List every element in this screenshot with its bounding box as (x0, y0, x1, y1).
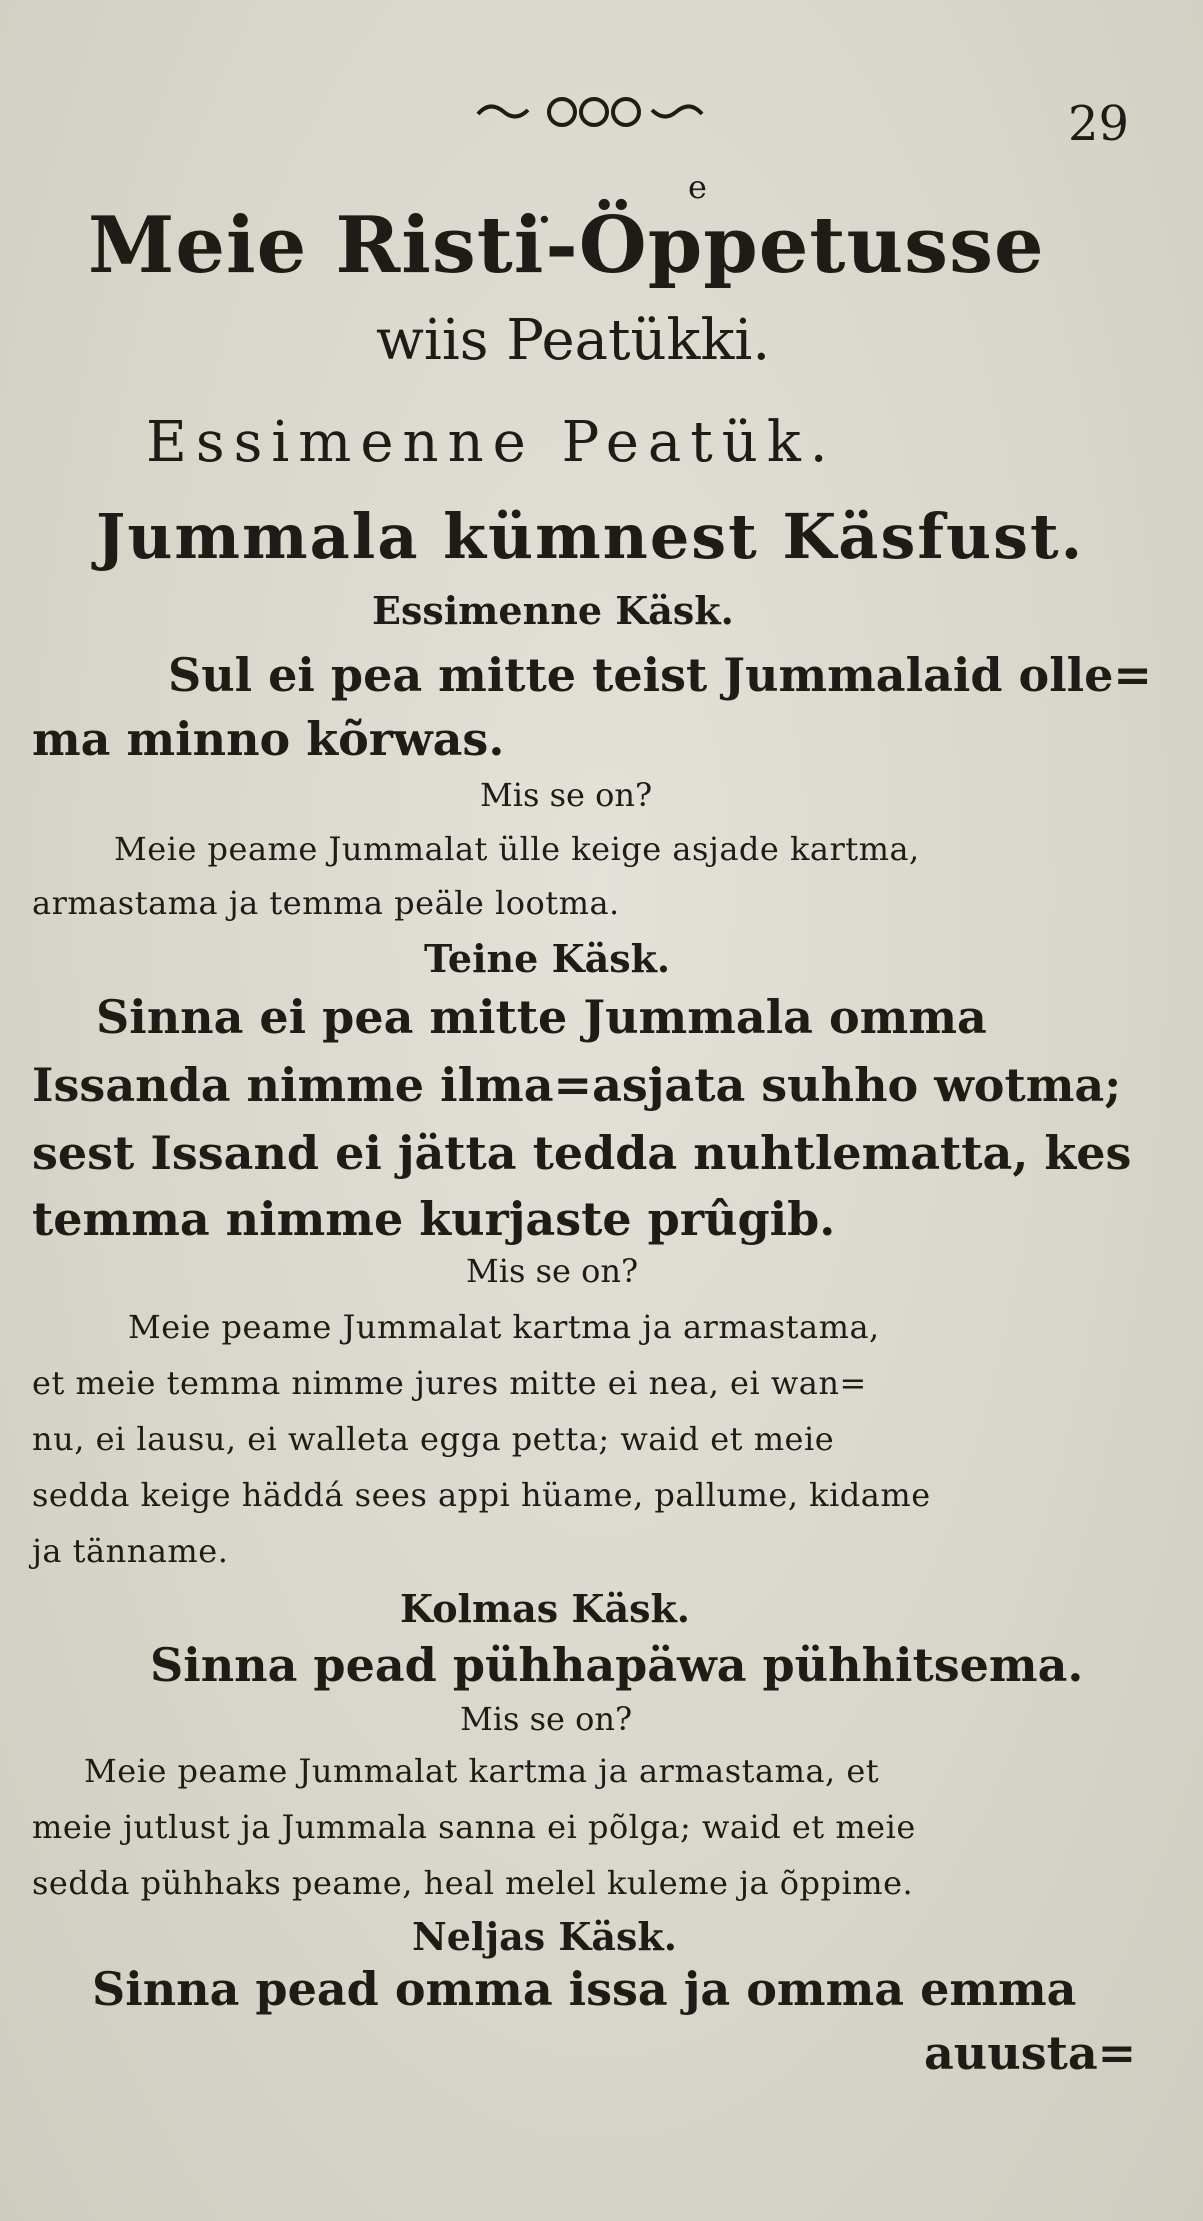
commandment-1-answer-2: armastama ja temma peäle lootma. (32, 884, 620, 922)
commandment-2-answer-3: nu, ei lausu, ei walleta egga petta; waid et meie (32, 1420, 835, 1458)
page-subtitle: wiis Peatükki. (376, 308, 771, 373)
commandment-1-line-2: ma minno kõrwas. (32, 712, 505, 766)
commandment-1-question: Mis se on? (480, 776, 653, 814)
chapter-heading: Essimenne Peatük. (146, 410, 837, 475)
commandment-3-line-1: Sinna pead pühhapäwa pühhitsema. (150, 1638, 1084, 1692)
page-number: 29 (1068, 96, 1130, 152)
commandment-2-line-2: Issanda nimme ilma=asjata suhho wotma; (32, 1058, 1122, 1112)
commandment-2-line-1: Sinna ei pea mitte Jummala omma (96, 990, 987, 1044)
commandment-2-answer-4: sedda keige häddá sees appi hüame, pallume, kidame (32, 1476, 931, 1514)
commandment-3-answer-3: sedda pühhaks peame, heal melel kuleme ja õppime. (32, 1864, 914, 1902)
commandment-3-answer-2: meie jutlust ja Jummala sanna ei põlga; waid et meie (32, 1808, 916, 1846)
commandment-1-line-1: Sul ei pea mitte teist Jummalaid olle= (168, 648, 1152, 702)
commandment-3-heading: Kolmas Käsk. (400, 1586, 691, 1631)
commandment-2-line-3: sest Issand ei jätta tedda nuhtlematta, kes (32, 1126, 1132, 1180)
commandment-2-answer-5: ja tänname. (32, 1532, 229, 1570)
title-accent: e (688, 168, 707, 206)
section-heading: Jummala kümnest Käsfust. (96, 500, 1085, 573)
commandment-2-answer-2: et meie temma nimme jures mitte ei nea, ei wan= (32, 1364, 867, 1402)
commandment-1-heading: Essimenne Käsk. (372, 588, 734, 633)
commandment-2-heading: Teine Käsk. (424, 936, 671, 981)
commandment-4-heading: Neljas Käsk. (412, 1914, 677, 1959)
commandment-3-answer-1: Meie peame Jummalat kartma ja armastama, et (84, 1752, 880, 1790)
commandment-2-line-4: temma nimme kurjaste prûgib. (32, 1192, 836, 1246)
ornament-icon (470, 92, 710, 132)
commandment-3-question: Mis se on? (460, 1700, 633, 1738)
commandment-1-answer-1: Meie peame Jummalat ülle keige asjade kartma, (114, 830, 920, 868)
commandment-2-question: Mis se on? (466, 1252, 639, 1290)
page-title: Meie Ristiׁ-Öppetusse (88, 200, 1045, 291)
commandment-2-answer-1: Meie peame Jummalat kartma ja armastama, (128, 1308, 880, 1346)
commandment-4-line-2: auusta= (924, 2026, 1137, 2080)
commandment-4-line-1: Sinna pead omma issa ja omma emma (92, 1962, 1077, 2016)
